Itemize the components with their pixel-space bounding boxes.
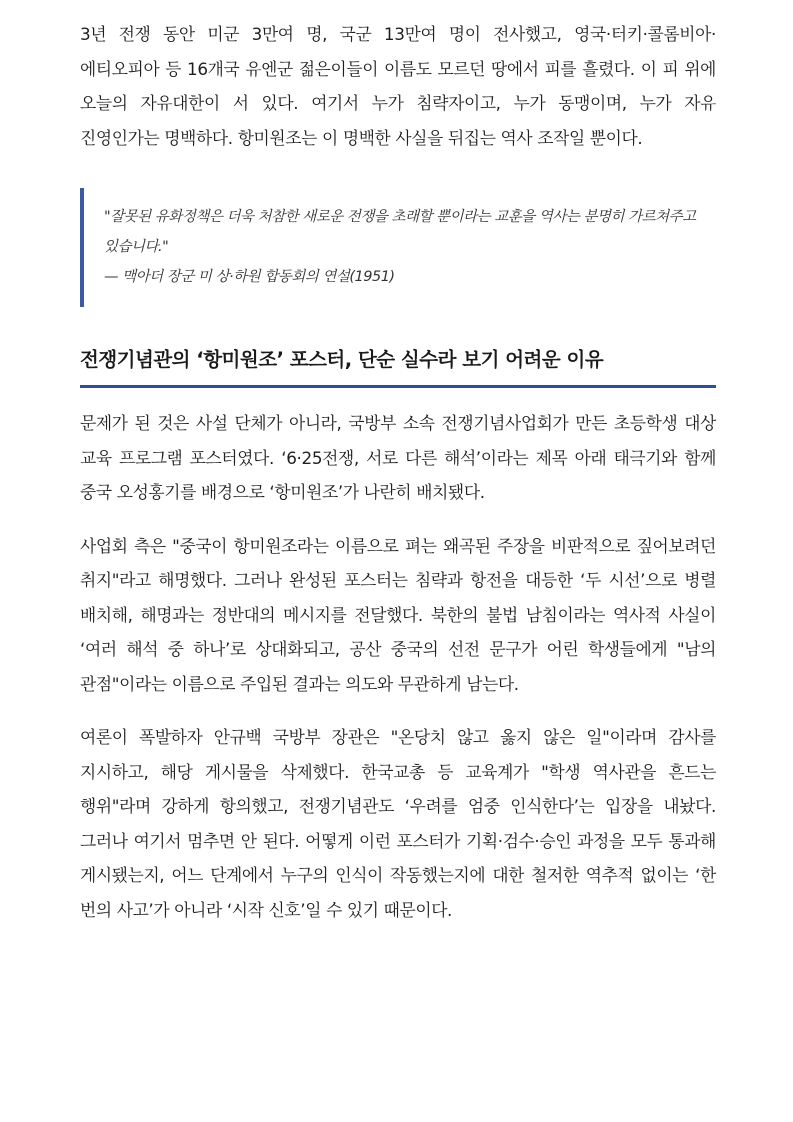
body-paragraph-2: 사업회 측은 "중국이 항미원조라는 이름으로 펴는 왜곡된 주장을 비판적으로 짚어보려던 취지"라고 해명했다. 그러나 완성된 포스터는 침략과 항전을 대등한 ‘두 시선’으로 병렬 배치해, 해명과는 정반대의 메시지를 전달했다. 북한의 불법 남침이라는 역사적 사실이 ‘여러 해석 중 하나’로 상대화되고, 공산 중국의 선전 문구가 어린 학생들에게 "남의 관점"이라는 이름으로 주입된 결과는 의도와 무관하게 남는다. — [80, 535, 716, 694]
quote-source: — 맥아더 장군 미 상·하원 합동회의 연설(1951) — [104, 269, 395, 285]
body-paragraph-3: 여론이 폭발하자 안규백 국방부 장관은 "온당치 않고 옳지 않은 일"이라며 감사를 지시하고, 해당 게시물을 삭제했다. 한국교총 등 교육계가 "학생 역사관을 흔드는 행위"라며 강하게 항의했고, 전쟁기념관도 ‘우려를 엄중 인식한다’는 입장을 내놨다. 그러나 여기서 멈추면 안 된다. 어떻게 이런 포스터가 기획·검수·승인 과정을 모두 통과해 게시됐는지, 어느 단계에서 누구의 인식이 작동했는지에 대한 철저한 역추적 없이는 ‘한 번의 사고’가 아니라 ‘시작 신호’일 수 있기 때문이다. — [80, 727, 716, 920]
quote-text: "잘못된 유화정책은 더욱 처참한 새로운 전쟁을 초래할 뿐이라는 교훈을 역사는 분명히 가르쳐주고 있습니다." — [104, 209, 696, 255]
section-heading: 전쟁기념관의 ‘항미원조’ 포스터, 단순 실수라 보기 어려운 이유 — [80, 343, 716, 388]
article-body — [80, 0, 716, 927]
intro-paragraph: 3년 전쟁 동안 미군 3만여 명, 국군 13만여 명이 전사했고, 영국·터키·콜롬비아·에티오피아 등 16개국 유엔군 젊은이들이 이름도 모르던 땅에서 피를 흘렸다. 이 피 위에 오늘의 자유대한이 서 있다. 여기서 누가 침략자이고, 누가 동맹이며, 누가 자유 진영인가는 명백하다. 항미원조는 이 명백한 사실을 뒤집는 역사 조작일 뿐이다. — [80, 24, 716, 148]
body-paragraph-1: 문제가 된 것은 사설 단체가 아니라, 국방부 소속 전쟁기념사업회가 만든 초등학생 대상 교육 프로그램 포스터였다. ‘6·25전쟁, 서로 다른 해석’이라는 제목 아래 태극기와 함께 중국 오성홍기를 배경으로 ‘항미원조’가 나란히 배치됐다. — [80, 413, 716, 502]
blockquote — [80, 188, 716, 307]
